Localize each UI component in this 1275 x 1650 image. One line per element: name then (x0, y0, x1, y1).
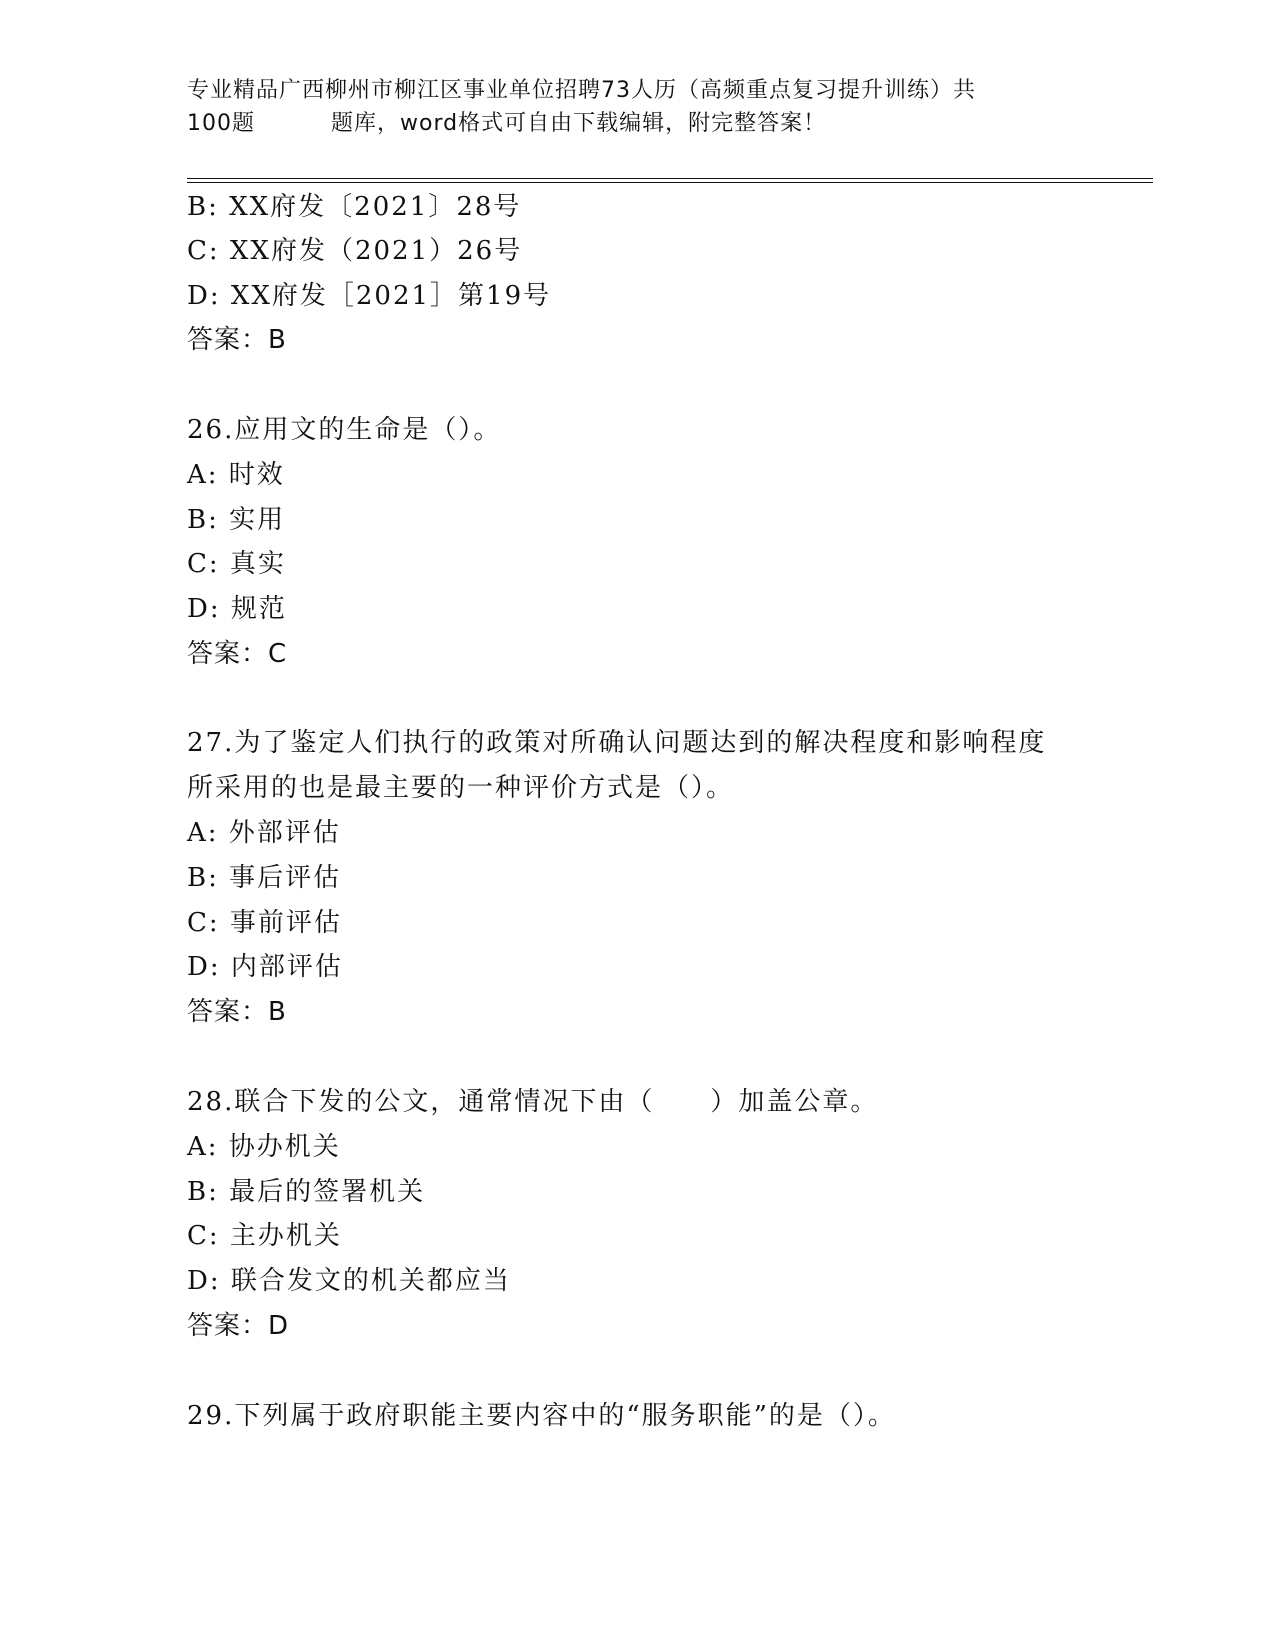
q28-answer: 答案：D (187, 1311, 290, 1341)
header-divider-top (187, 178, 1153, 179)
q25-option-b: B: XX府发〔2021〕28号 (187, 192, 522, 222)
q27-stem-line-1: 27.为了鉴定人们执行的政策对所确认问题达到的解决程度和影响程度 (187, 728, 1047, 758)
q29-stem: 29.下列属于政府职能主要内容中的“服务职能”的是（）。 (187, 1401, 896, 1431)
q26-answer: 答案：C (187, 639, 288, 669)
q28-option-a: A: 协办机关 (187, 1132, 341, 1162)
q28-option-c: C: 主办机关 (187, 1221, 342, 1251)
q27-option-d: D: 内部评估 (187, 952, 343, 982)
q27-option-b: B: 事后评估 (187, 863, 342, 893)
q26-option-a: A: 时效 (187, 460, 285, 490)
header-line-2 (187, 107, 1067, 140)
q25-answer: 答案：B (187, 325, 287, 355)
q26-option-b: B: 实用 (187, 505, 286, 535)
document-header (187, 74, 1067, 140)
header-divider-bottom (187, 182, 1153, 183)
header-line-2-text: 题库，word格式可自由下载编辑，附完整答案！ (331, 111, 827, 136)
q27-answer: 答案：B (187, 997, 287, 1027)
q25-option-d: D: XX府发［2021］第19号 (187, 281, 552, 311)
q26-stem: 26.应用文的生命是（）。 (187, 415, 502, 445)
q25-option-c: C: XX府发（2021）26号 (187, 236, 523, 266)
q27-option-a: A: 外部评估 (187, 818, 341, 848)
q26-option-d: D: 规范 (187, 594, 287, 624)
q28-stem: 28.联合下发的公文，通常情况下由（ ）加盖公章。 (187, 1087, 879, 1117)
q28-option-b: B: 最后的签署机关 (187, 1177, 426, 1207)
header-line-1: 专业精品广西柳州市柳江区事业单位招聘73人历（高频重点复习提升训练）共 (187, 78, 976, 103)
q28-option-d: D: 联合发文的机关都应当 (187, 1266, 511, 1296)
q27-stem-line-2: 所采用的也是最主要的一种评价方式是（）。 (187, 773, 735, 803)
header-line-2-count: 100题 (187, 111, 255, 136)
q27-option-c: C: 事前评估 (187, 908, 342, 938)
q26-option-c: C: 真实 (187, 549, 286, 579)
